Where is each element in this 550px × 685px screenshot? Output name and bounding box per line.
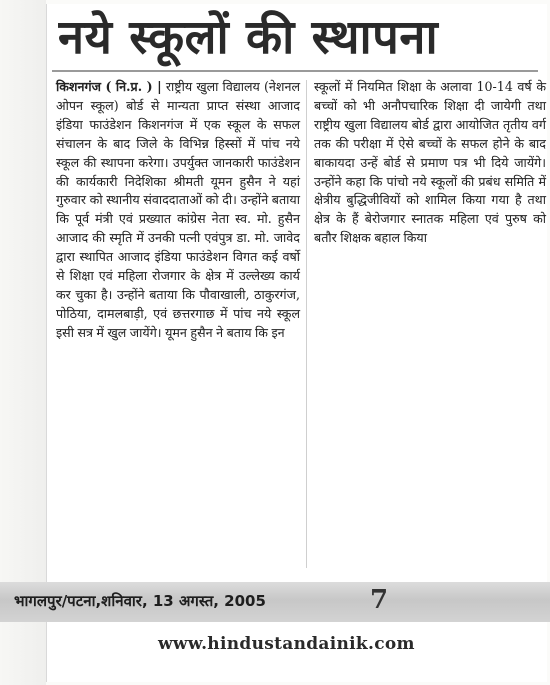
article-column-right — [314, 78, 546, 378]
article-right-body: स्कूलों में नियमित शिक्षा के अलावा 10-14 वर्ष के बच्चों को भी अनौपचारिक शिक्षा दी जायेगी तथा राष्ट्रीय खुला विद्यालय बोर्ड द्वारा आयोजित तृतीय वर्ग तक की परीक्षा में ऐसे बच्चों के सफल होने के बाद बाकायदा उन्हें बोर्ड से प्रमाण पत्र भी दिये जायेंगे। उन्होंने कहा कि पांचो नये स्कूलों की प्रबंध समिति में क्षेत्रीय बुद्धिजीवियों को शामिल किया गया है तथा क्षेत्र के हैं बेरोजगार स्नातक महिला एवं पुरुष को बतौर शिक्षक बहाल किया — [314, 79, 546, 246]
footer-dateline: भागलपुर/पटना,शनिवार, 13 अगस्त, 2005 — [14, 592, 266, 610]
website-url: www.hindustandainik.com — [158, 634, 415, 654]
page-number: 7 — [370, 585, 389, 615]
article-dateline-lead: किशनगंज ( नि.प्र. ) | — [56, 79, 162, 94]
article-headline: नये स्कूलों की स्थापना — [58, 10, 439, 65]
headline-divider — [52, 70, 538, 72]
article-left-body: राष्ट्रीय खुला विद्यालय (नेशनल ओपन स्कूल) बोर्ड से मान्यता प्राप्त संस्था आजाद इंडिया फाउंडेशन किशनगंज में एक स्कूल के सफल संचालन के बाद जिले के विभिन्न हिस्सों में पांच नये स्कूल की स्थापना करेगा। उपर्युक्त जानकारी फाउंडेशन की कार्यकारी निदेशिका श्रीमती यूमन हुसैन ने यहां गुरुवार को स्थानीय संवाददाताओं को दी। उन्होंने बताया कि पूर्व मंत्री एवं प्रख्यात कांग्रेस नेता स्व. मो. हुसैन आजाद की स्मृति में उनकी पत्नी एवंपुत्र डा. मो. जावेद द्वारा स्थापित आजाद इंडिया फाउंडेशन विगत कई वर्षो से शिक्षा एवं महिला रोजगार के क्षेत्र में उल्लेख्य कार्य कर चुका है। उन्होंने बताया कि पौवाखाली, ठाकुरगंज, पोठिया, दामलबाड़ी, एवं छत्तरगाछ में पांच नये स्कूल इसी सत्र में खुल जायेंगे। यूमन हुसैन ने बताय कि इन — [56, 79, 300, 340]
column-divider — [306, 80, 307, 568]
article-column-left — [56, 78, 300, 568]
